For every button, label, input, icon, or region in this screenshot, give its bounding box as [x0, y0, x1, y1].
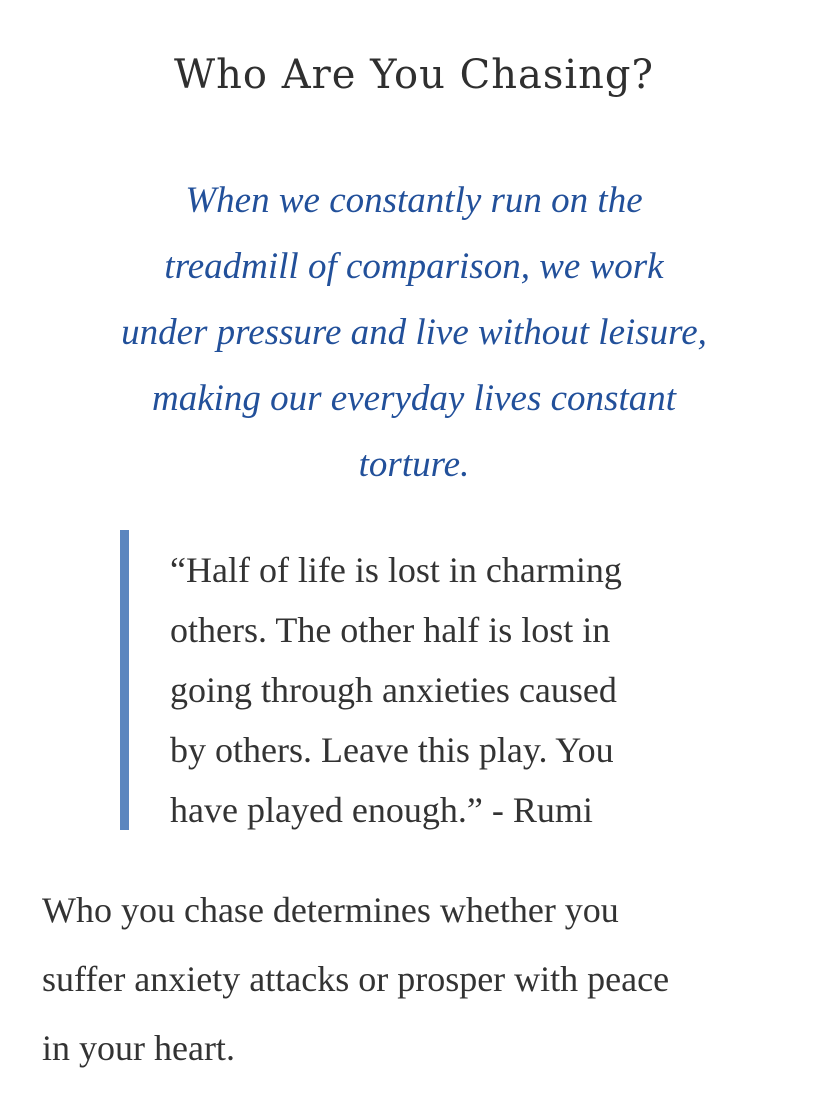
body-paragraph: [42, 876, 802, 1083]
paragraph-line: suffer anxiety attacks or prosper with peace: [42, 959, 670, 999]
pull-quote-line: torture.: [358, 444, 470, 485]
pull-quote-line: When we constantly run on the: [185, 180, 643, 221]
blockquote-accent-bar: [120, 530, 129, 830]
pull-quote-line: making our everyday lives constant: [151, 378, 677, 419]
paragraph-line: Who you chase determines whether you: [42, 890, 619, 930]
blockquote-line: going through anxieties caused: [170, 670, 617, 710]
blockquote-text: [170, 540, 760, 840]
rumi-blockquote: [120, 530, 760, 830]
pull-quote-line: under pressure and live without leisure,: [121, 312, 707, 353]
pull-quote-line: treadmill of comparison, we work: [164, 246, 664, 287]
blockquote-line: “Half of life is lost in charming: [170, 550, 622, 590]
blockquote-line: by others. Leave this play. You: [170, 730, 614, 770]
paragraph-line: in your heart.: [42, 1028, 235, 1068]
blockquote-line: others. The other half is lost in: [170, 610, 611, 650]
blockquote-line: have played enough.” - Rumi: [170, 790, 593, 830]
pull-quote: [60, 168, 768, 498]
article-title: Who Are You Chasing?: [174, 52, 654, 98]
